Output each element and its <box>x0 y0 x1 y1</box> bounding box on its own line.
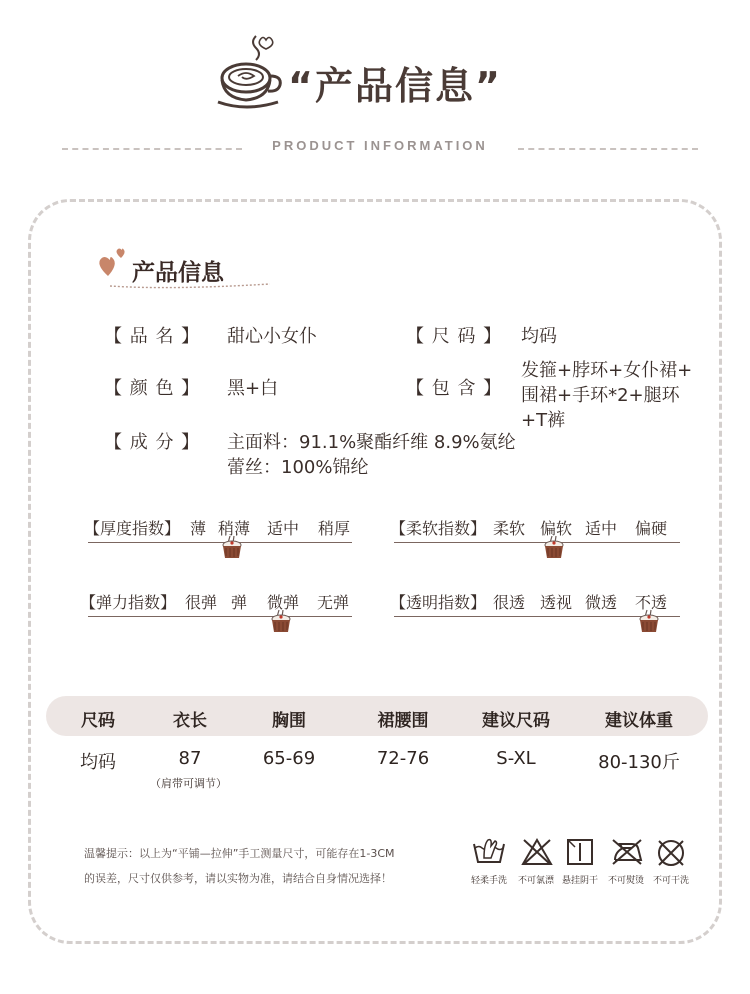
size-label: 【 尺 码 】 <box>406 326 503 347</box>
material-label: 【 成 分 】 <box>104 432 201 453</box>
color-label: 【 颜 色 】 <box>104 378 201 399</box>
index-track <box>88 616 352 617</box>
size-table-header <box>46 696 708 736</box>
name-label: 【 品 名 】 <box>104 326 201 347</box>
material-line: 蕾丝：100%锦纶 <box>227 457 369 478</box>
care-label: 不可氯漂 <box>517 876 555 886</box>
table-cell: 87 <box>178 748 202 769</box>
index-label: 【透明指数】 <box>390 593 487 612</box>
care-label: 不可干洗 <box>652 876 690 886</box>
index-option: 弹 <box>231 593 248 612</box>
index-option: 适中 <box>585 519 618 538</box>
page-title: “产品信息” <box>288 64 502 108</box>
index-option: 很透 <box>493 593 526 612</box>
cake-marker-icon <box>269 608 293 638</box>
material-line: 主面料：91.1%聚酯纤维 8.9%氨纶 <box>227 432 516 453</box>
table-cell: 65-69 <box>262 748 316 769</box>
index-option: 微弹 <box>267 593 300 612</box>
care-label: 悬挂阴干 <box>561 876 599 886</box>
index-option: 微透 <box>585 593 618 612</box>
table-cell: S-XL <box>496 748 536 769</box>
care-label: 轻柔手洗 <box>470 876 508 886</box>
tip-line: 温馨提示：以上为“平铺—拉伸”手工测量尺寸，可能存在1-3CM <box>84 847 395 860</box>
table-header-cell: 尺码 <box>81 711 115 731</box>
tip-line: 的误差，尺寸仅供参考，请以实物为准，请结合自身情况选择！ <box>84 872 392 885</box>
index-option: 薄 <box>190 519 207 538</box>
care-label: 不可熨烫 <box>607 876 645 886</box>
table-cell: 均码 <box>80 752 116 773</box>
index-option: 稍厚 <box>318 519 351 538</box>
table-header-cell: 裙腰围 <box>377 711 429 731</box>
no-dry-clean-icon <box>656 838 686 872</box>
index-option: 透视 <box>540 593 573 612</box>
contents-line: 发箍+脖环+女仆裙+ <box>521 360 693 381</box>
subtitle: PRODUCT INFORMATION <box>272 138 488 153</box>
line-dry-icon <box>566 838 594 870</box>
table-header-cell: 建议尺码 <box>482 711 550 731</box>
table-header-cell: 建议体重 <box>605 711 673 731</box>
index-option: 无弹 <box>317 593 350 612</box>
index-option: 偏软 <box>540 519 573 538</box>
index-label: 【弹力指数】 <box>80 593 177 612</box>
no-iron-icon <box>609 838 643 870</box>
index-option: 很弹 <box>185 593 218 612</box>
contents-line: 围裙+手环*2+腿环 <box>521 385 680 406</box>
table-header-cell: 衣长 <box>173 711 207 731</box>
table-cell: 72-76 <box>376 748 430 769</box>
contents-line: +T裤 <box>521 410 566 431</box>
table-cell: 80-130斤 <box>598 752 680 773</box>
no-bleach-icon <box>521 838 553 870</box>
info-card <box>28 199 722 944</box>
cake-marker-icon <box>542 534 566 564</box>
color-value: 黑+白 <box>227 378 279 399</box>
cake-marker-icon <box>220 534 244 564</box>
cake-marker-icon <box>637 608 661 638</box>
section-heading: 产品信息 <box>132 260 224 286</box>
subtitle-divider <box>62 138 698 158</box>
index-track <box>394 542 680 543</box>
index-option: 柔软 <box>493 519 526 538</box>
index-option: 偏硬 <box>635 519 668 538</box>
index-option: 稍薄 <box>218 519 251 538</box>
contents-label: 【 包 含 】 <box>406 378 503 399</box>
index-label: 【柔软指数】 <box>390 519 487 538</box>
index-option: 不透 <box>635 593 668 612</box>
hand-wash-icon <box>472 836 506 870</box>
index-option: 适中 <box>267 519 300 538</box>
index-label: 【厚度指数】 <box>84 519 181 538</box>
size-value: 均码 <box>521 326 557 347</box>
length-note: （肩带可调节） <box>150 777 227 790</box>
name-value: 甜心小女仆 <box>227 326 317 347</box>
table-header-cell: 胸围 <box>272 711 306 731</box>
coffee-cup-icon <box>216 28 286 110</box>
